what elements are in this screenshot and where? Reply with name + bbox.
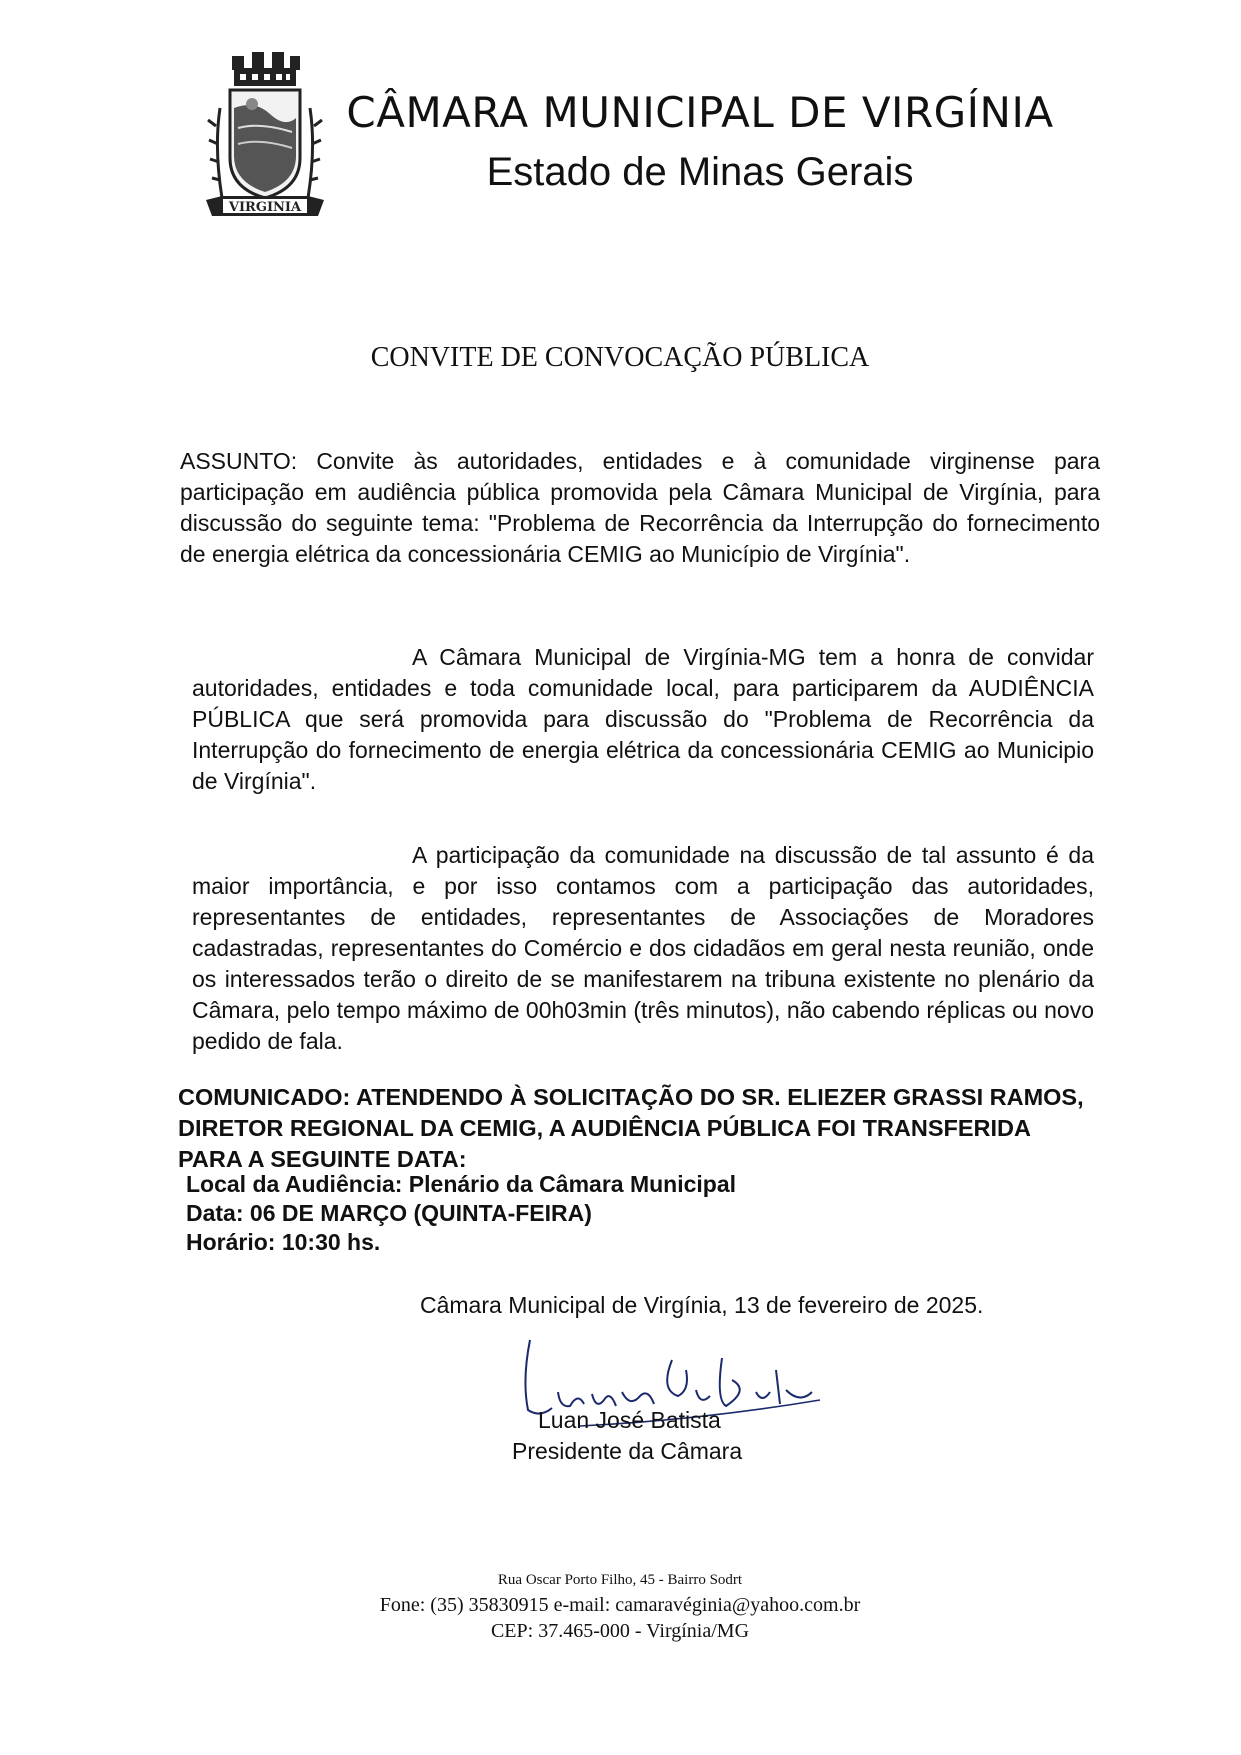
participation-paragraph (192, 840, 1094, 1057)
signer-name: Luan José Batista (538, 1407, 721, 1433)
notice-details (186, 1170, 1086, 1257)
place-date-line: Câmara Municipal de Virgínia, 13 de fevereiro de 2025. (420, 1292, 984, 1318)
notice-date: Data: 06 DE MARÇO (QUINTA-FEIRA) (186, 1200, 592, 1226)
municipal-crest-logo (200, 48, 330, 228)
organization-subtitle: Estado de Minas Gerais (486, 150, 914, 194)
document-title: CONVITE DE CONVOCAÇÃO PÚBLICA (370, 342, 870, 373)
subject-paragraph: ASSUNTO: Convite às autoridades, entidades e à comunidade virginense para participação em audiência pública promovida pela Câmara Municipal de Virgínia, para discussão do seguinte tema: "Problema de Recorrência da Interrupção do fornecimento de energia elétrica da concessionária CEMIG ao Município de Virgínia". (180, 448, 1100, 567)
notice-announcement: COMUNICADO: ATENDENDO À SOLICITAÇÃO DO SR. ELIEZER GRASSI RAMOS, DIRETOR REGIONAL DA CEMIG, A AUDIÊNCIA PÚBLICA FOI TRANSFERIDA PARA A SEGUINTE DATA: (178, 1084, 1084, 1172)
footer-address: Rua Oscar Porto Filho, 45 - Bairro Sodrt (497, 1572, 743, 1588)
footer-contact: Fone: (35) 35830915 e-mail: camaravéginia@yahoo.com.br (379, 1594, 861, 1616)
organization-title: CÂMARA MUNICIPAL DE VIRGÍNIA (346, 88, 1054, 137)
signer-role: Presidente da Câmara (512, 1438, 743, 1464)
invitation-paragraph-text: A Câmara Municipal de Virgínia-MG tem a honra de convidar autoridades, entidades e toda comunidade local, para participarem da AUDIÊNCIA PÚBLICA que será promovida para discussão do "Problema de Recorrência da Interrupção do fornecimento de energia elétrica da concessionária CEMIG ao Municipio de Virgínia". (192, 644, 1094, 794)
footer-cep: CEP: 37.465-000 - Virgínia/MG (490, 1620, 750, 1642)
notice-time: Horário: 10:30 hs. (186, 1229, 381, 1255)
crest-banner-text: VIRGINIA (228, 200, 302, 215)
participation-paragraph-text: A participação da comunidade na discussão de tal assunto é da maior importância, e por isso contamos com a participação das autoridades, representantes de entidades, representantes de Associações de Moradores cadastradas, representantes do Comércio e dos cidadãos em geral nesta reunião, onde os interessados terão o direito de se manifestarem na tribuna existente no plenário da Câmara, pelo tempo máximo de 00h03min (três minutos), não cabendo réplicas ou novo pedido de fala. (192, 842, 1094, 1054)
notice-location: Local da Audiência: Plenário da Câmara Municipal (186, 1171, 737, 1197)
invitation-paragraph (192, 642, 1094, 797)
